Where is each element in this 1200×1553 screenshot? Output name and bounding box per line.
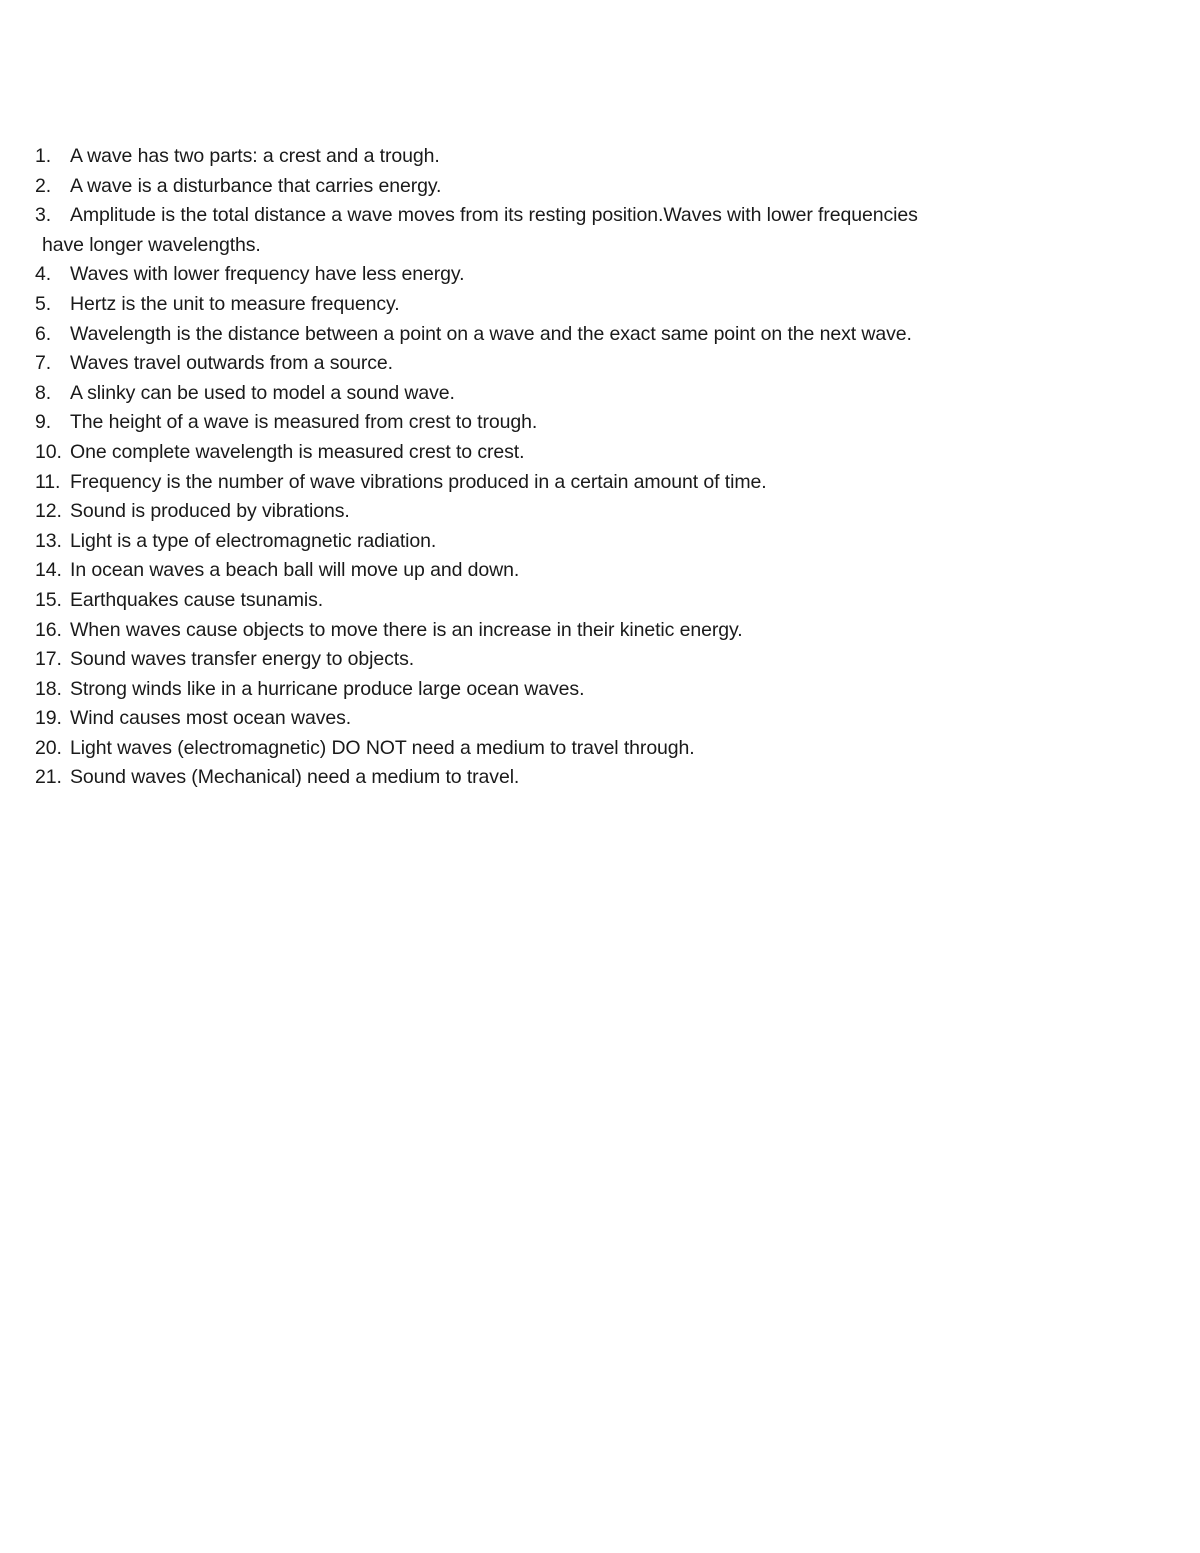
list-text: Strong winds like in a hurricane produce large ocean waves. xyxy=(70,677,585,700)
list-text: Waves travel outwards from a source. xyxy=(70,352,393,375)
list-text: Frequency is the number of wave vibrations produced in a certain amount of time. xyxy=(70,470,767,493)
list-text: One complete wavelength is measured crest to crest. xyxy=(70,440,525,463)
list-number: 21. xyxy=(35,766,62,789)
list-text: When waves cause objects to move there is an increase in their kinetic energy. xyxy=(70,618,743,641)
list-item xyxy=(35,763,1045,793)
list-item xyxy=(35,438,1045,468)
list-item xyxy=(35,586,1045,616)
list-text-wrapped xyxy=(42,204,1045,260)
list-item xyxy=(35,645,1045,675)
list-text: Light waves (electromagnetic) DO NOT need a medium to travel through. xyxy=(70,736,695,759)
list-text: Hertz is the unit to measure frequency. xyxy=(70,292,400,315)
list-text: Light is a type of electromagnetic radiation. xyxy=(70,529,437,552)
list-number: 3. xyxy=(35,204,52,227)
list-item xyxy=(35,468,1045,498)
list-item xyxy=(35,556,1045,586)
list-text: A wave has two parts: a crest and a trough. xyxy=(70,145,440,167)
list-item xyxy=(35,349,1045,379)
list-text: Sound waves transfer energy to objects. xyxy=(70,648,415,671)
list-number: 1. xyxy=(35,145,52,167)
list-number: 2. xyxy=(35,174,52,197)
list-text-continuation: have longer wavelengths. xyxy=(42,233,261,256)
list-item xyxy=(35,497,1045,527)
list-item xyxy=(35,616,1045,646)
list-text: Wind causes most ocean waves. xyxy=(70,707,352,730)
list-number: 15. xyxy=(35,588,62,611)
list-text: The height of a wave is measured from crest to trough. xyxy=(70,411,538,434)
list-number: 13. xyxy=(35,529,62,552)
list-item xyxy=(35,704,1045,734)
list-number: 11. xyxy=(35,470,61,493)
list-number: 16. xyxy=(35,618,62,641)
list-item xyxy=(35,201,1045,260)
list-number: 10. xyxy=(35,440,62,463)
list-number: 19. xyxy=(35,707,62,730)
list-number: 18. xyxy=(35,677,62,700)
list-text: Wavelength is the distance between a point on a wave and the exact same point on the next wave. xyxy=(70,322,912,345)
list-number: 7. xyxy=(35,352,52,375)
list-text: Sound is produced by vibrations. xyxy=(70,500,350,523)
list-number: 20. xyxy=(35,736,62,759)
list-item xyxy=(35,290,1045,320)
list-item xyxy=(35,675,1045,705)
list-item xyxy=(35,734,1045,764)
list-number: 8. xyxy=(35,381,52,404)
list-item xyxy=(35,527,1045,557)
list-number: 9. xyxy=(35,411,52,434)
list-item xyxy=(35,172,1045,202)
list-item xyxy=(35,260,1045,290)
list-number: 6. xyxy=(35,322,52,345)
list-text: Amplitude is the total distance a wave moves from its resting position.Waves with lower frequencies xyxy=(70,204,918,227)
list-text: A slinky can be used to model a sound wave. xyxy=(70,381,455,404)
list-text: Earthquakes cause tsunamis. xyxy=(70,588,324,611)
list-item xyxy=(35,320,1045,350)
list-text: Sound waves (Mechanical) need a medium to travel. xyxy=(70,766,520,789)
list-number: 17. xyxy=(35,648,62,671)
list-number: 12. xyxy=(35,500,62,523)
list-item xyxy=(35,142,1045,172)
list-number: 5. xyxy=(35,292,52,315)
list-number: 4. xyxy=(35,263,52,286)
fact-list xyxy=(35,142,1045,793)
list-text: Waves with lower frequency have less energy. xyxy=(70,263,465,286)
list-text: A wave is a disturbance that carries energy. xyxy=(70,174,442,197)
list-item xyxy=(35,408,1045,438)
list-text: In ocean waves a beach ball will move up and down. xyxy=(70,559,520,582)
list-item xyxy=(35,379,1045,409)
list-number: 14. xyxy=(35,559,62,582)
